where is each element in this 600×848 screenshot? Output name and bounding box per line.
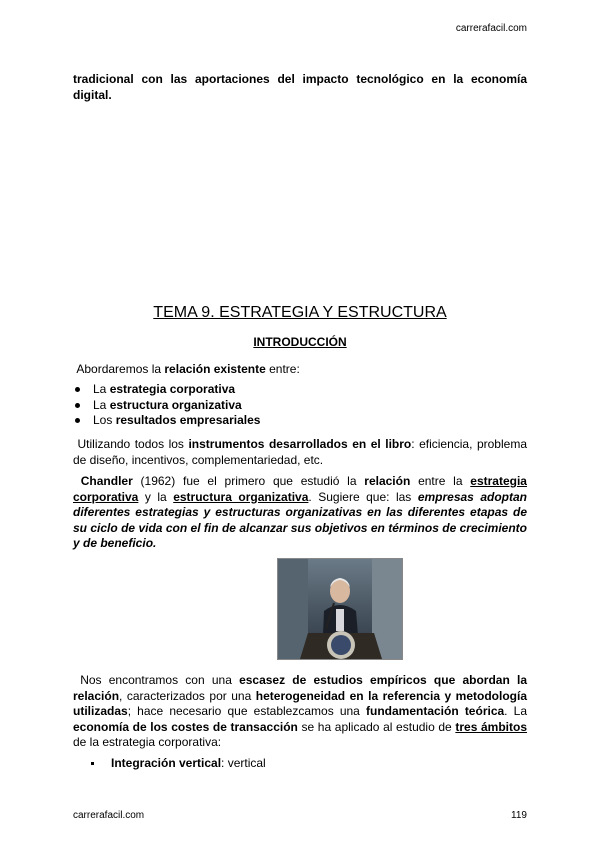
speaker-photo [277, 558, 403, 660]
section-subtitle: INTRODUCCIÓN [253, 335, 347, 349]
list-item: La estructura organizativa [73, 398, 260, 414]
abordaremos-paragraph: Abordaremos la relación existente entre: [76, 362, 300, 376]
page-title: TEMA 9. ESTRATEGIA Y ESTRUCTURA [153, 304, 447, 321]
sub-bullet-list [91, 756, 266, 772]
bullet-icon [75, 418, 80, 423]
list-item: Los resultados empresariales [73, 413, 260, 429]
intro-paragraph: tradicional con las aportaciones del impacto tecnológico en la economía digital. [73, 72, 527, 102]
bullet-icon [75, 387, 80, 392]
nos-encontramos-paragraph: Nos encontramos con una escasez de estudios empíricos que abordan la relación, caracterizados por una heterogeneidad en la referencia y metodología utilizadas; hace necesario que establezcamos una fundamentación teórica. La economía de los costes de transacción se ha aplicado al estudio de tres ámbitos de la estrategia corporativa: [73, 673, 528, 749]
page-header-site: carrerafacil.com [455, 23, 527, 34]
bullet-icon [91, 762, 94, 765]
chandler-paragraph: Chandler (1962) fue el primero que estudió la relación entre la estrategia corporativa y la estructura organizativa. Sugiere que: las empresas adoptan diferentes estrategias y estructuras organizativas en las diferentes etapas de su ciclo de vida con el fin de alcanzar sus objetivos en términos de crecimiento y de beneficio. [73, 474, 528, 550]
utilizando-paragraph: Utilizando todos los instrumentos desarrollados en el libro: eficiencia, problema de diseño, incentivos, complementariedad, etc. [73, 437, 527, 467]
list-item: La estrategia corporativa [73, 382, 260, 398]
list-item: Integración vertical: vertical [91, 756, 266, 772]
bullet-icon [75, 403, 80, 408]
page-number: 119 [511, 810, 527, 821]
bullet-list [73, 382, 260, 429]
footer-site: carrerafacil.com [73, 810, 145, 821]
